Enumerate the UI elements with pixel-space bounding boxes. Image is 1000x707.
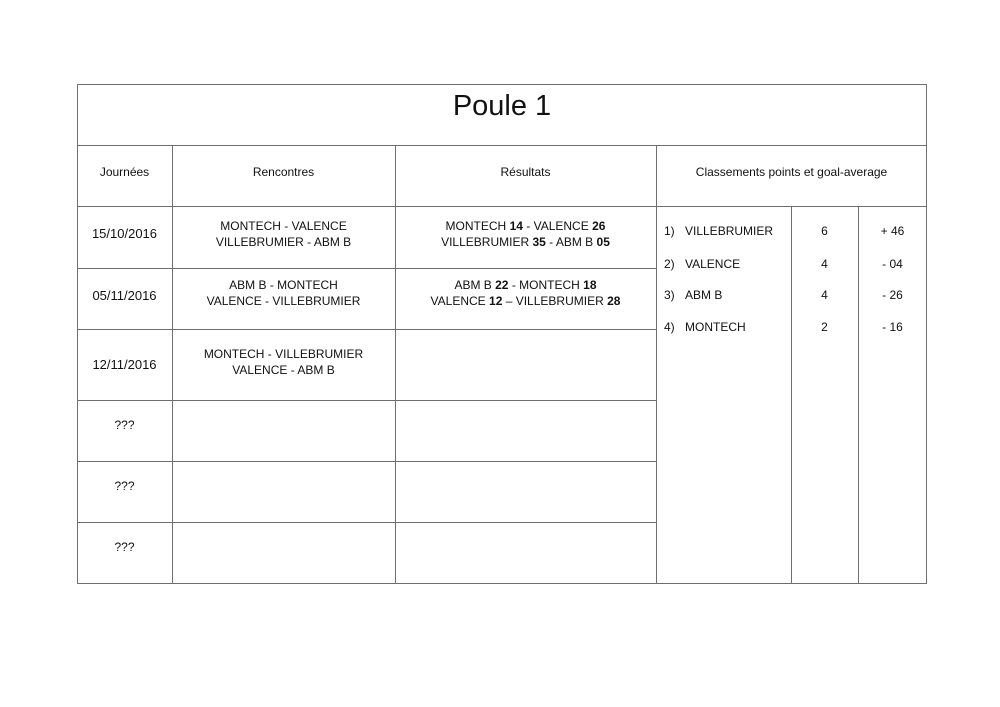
match-line: ABM B - MONTECH <box>229 278 338 292</box>
row-rencontres <box>172 329 395 395</box>
match-line: VALENCE - ABM B <box>232 363 335 377</box>
row-date: ??? <box>114 540 135 554</box>
row-resultats <box>395 268 656 318</box>
match-line: VILLEBRUMIER - ABM B <box>215 234 352 249</box>
standing-points: 4 <box>821 288 828 302</box>
match-line: MONTECH - VILLEBRUMIER <box>203 347 364 361</box>
page-title: Poule 1 <box>452 90 552 122</box>
row-rencontres <box>172 206 395 261</box>
row-rencontres <box>172 268 395 318</box>
standing-goal-average: + 46 <box>880 224 905 238</box>
standing-points: 2 <box>821 320 828 334</box>
standing-team: VILLEBRUMIER <box>685 224 774 238</box>
result-line: VILLEBRUMIER 35 - ABM B 05 <box>441 234 610 249</box>
header-resultats: Résultats <box>500 164 551 179</box>
standing-rank: 3) <box>664 288 675 302</box>
standing-goal-average: - 04 <box>882 257 903 271</box>
row-date: 05/11/2016 <box>92 287 157 303</box>
standing-goal-average: - 26 <box>882 288 903 302</box>
standing-rank: 4) <box>664 320 675 334</box>
header-classement: Classements points et goal-average <box>695 164 888 179</box>
standing-points: 4 <box>821 257 828 271</box>
standing-rank: 1) <box>664 224 675 238</box>
row-resultats <box>395 206 656 261</box>
standing-team: ABM B <box>685 288 723 302</box>
row-date: 12/11/2016 <box>92 356 157 372</box>
result-line: MONTECH 14 - VALENCE 26 <box>445 218 606 233</box>
divider <box>656 145 657 584</box>
standing-goal-average: - 16 <box>882 320 903 334</box>
row-date: ??? <box>114 418 135 432</box>
row-date: ??? <box>114 479 135 493</box>
standing-points: 6 <box>821 224 828 238</box>
header-journees: Journées <box>99 164 150 179</box>
standing-team: VALENCE <box>685 257 741 271</box>
match-line: MONTECH - VALENCE <box>220 218 347 233</box>
match-line: VALENCE - VILLEBRUMIER <box>206 294 361 308</box>
standing-rank: 2) <box>664 257 675 271</box>
result-line: VALENCE 12 – VILLEBRUMIER 28 <box>430 294 621 308</box>
result-line: ABM B 22 - MONTECH 18 <box>454 278 597 292</box>
poule-table <box>77 84 927 584</box>
header-rencontres: Rencontres <box>252 164 315 179</box>
standing-team: MONTECH <box>685 320 746 334</box>
row-date: 15/10/2016 <box>91 225 158 241</box>
